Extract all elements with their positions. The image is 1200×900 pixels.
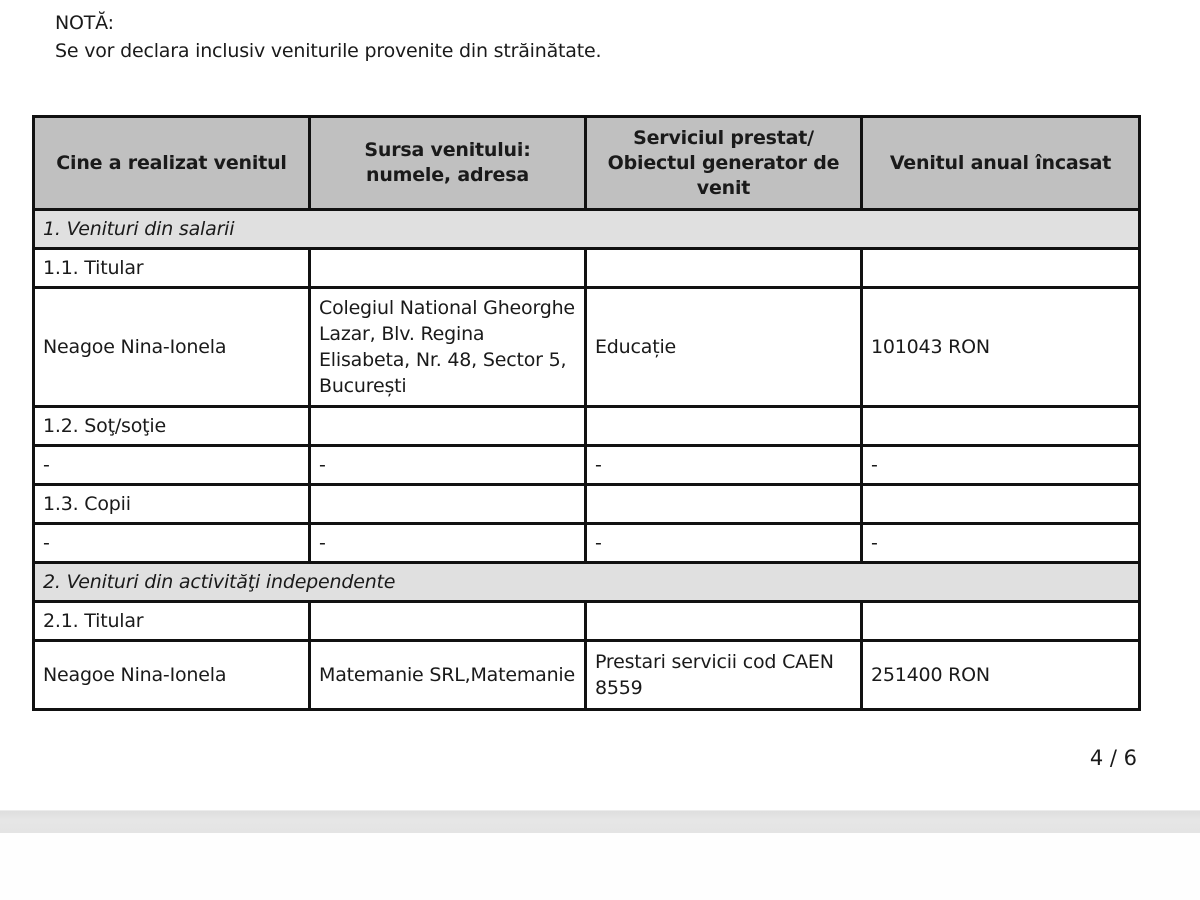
cell-source: Matemanie SRL,Matemanie <box>310 641 586 710</box>
page-indicator: 4 / 6 <box>1089 746 1137 770</box>
cell-income: - <box>862 446 1140 485</box>
cell-source <box>310 485 586 524</box>
cell-service: - <box>586 446 862 485</box>
cell-income <box>862 249 1140 288</box>
table-row <box>34 446 1140 485</box>
cell-source: - <box>310 446 586 485</box>
table-row <box>34 407 1140 446</box>
cell-earner: 2.1. Titular <box>34 602 310 641</box>
header-service-provided: Serviciul prestat/ Obiectul generator de venit <box>586 117 862 210</box>
cell-service: Prestari servicii cod CAEN 8559 <box>586 641 862 710</box>
section-row-salaries <box>34 210 1140 249</box>
section-row-independent-activities <box>34 563 1140 602</box>
section-title: 1. Venituri din salarii <box>34 210 1140 249</box>
cell-earner: 1.2. Soţ/soţie <box>34 407 310 446</box>
cell-service <box>586 249 862 288</box>
table-header-row <box>34 117 1140 210</box>
cell-earner: - <box>34 446 310 485</box>
section-title: 2. Venituri din activităţi independente <box>34 563 1140 602</box>
next-page-area <box>0 833 1200 900</box>
cell-source: Colegiul National Gheorghe Lazar, Blv. Regina Elisabeta, Nr. 48, Sector 5, București <box>310 288 586 407</box>
cell-income <box>862 485 1140 524</box>
cell-earner: - <box>34 524 310 563</box>
table-row <box>34 288 1140 407</box>
header-annual-income: Venitul anual încasat <box>862 117 1140 210</box>
header-income-earner: Cine a realizat venitul <box>34 117 310 210</box>
income-table <box>32 115 1141 711</box>
cell-service: - <box>586 524 862 563</box>
cell-earner: Neagoe Nina-Ionela <box>34 288 310 407</box>
cell-service <box>586 485 862 524</box>
cell-earner: 1.3. Copii <box>34 485 310 524</box>
cell-income: - <box>862 524 1140 563</box>
table-row <box>34 641 1140 710</box>
cell-source: - <box>310 524 586 563</box>
cell-earner: 1.1. Titular <box>34 249 310 288</box>
cell-service: Educație <box>586 288 862 407</box>
cell-source <box>310 407 586 446</box>
cell-income: 251400 RON <box>862 641 1140 710</box>
cell-service <box>586 602 862 641</box>
cell-service <box>586 407 862 446</box>
note-text: Se vor declara inclusiv veniturile provenite din străinătate. <box>55 40 602 62</box>
cell-source <box>310 249 586 288</box>
cell-source <box>310 602 586 641</box>
header-income-source: Sursa venitului: numele, adresa <box>310 117 586 210</box>
table-row <box>34 602 1140 641</box>
cell-earner: Neagoe Nina-Ionela <box>34 641 310 710</box>
table-row <box>34 524 1140 563</box>
table-row <box>34 485 1140 524</box>
page-separator <box>0 810 1200 834</box>
cell-income: 101043 RON <box>862 288 1140 407</box>
cell-income <box>862 407 1140 446</box>
cell-income <box>862 602 1140 641</box>
note-title: NOTĂ: <box>55 12 114 34</box>
table-row <box>34 249 1140 288</box>
